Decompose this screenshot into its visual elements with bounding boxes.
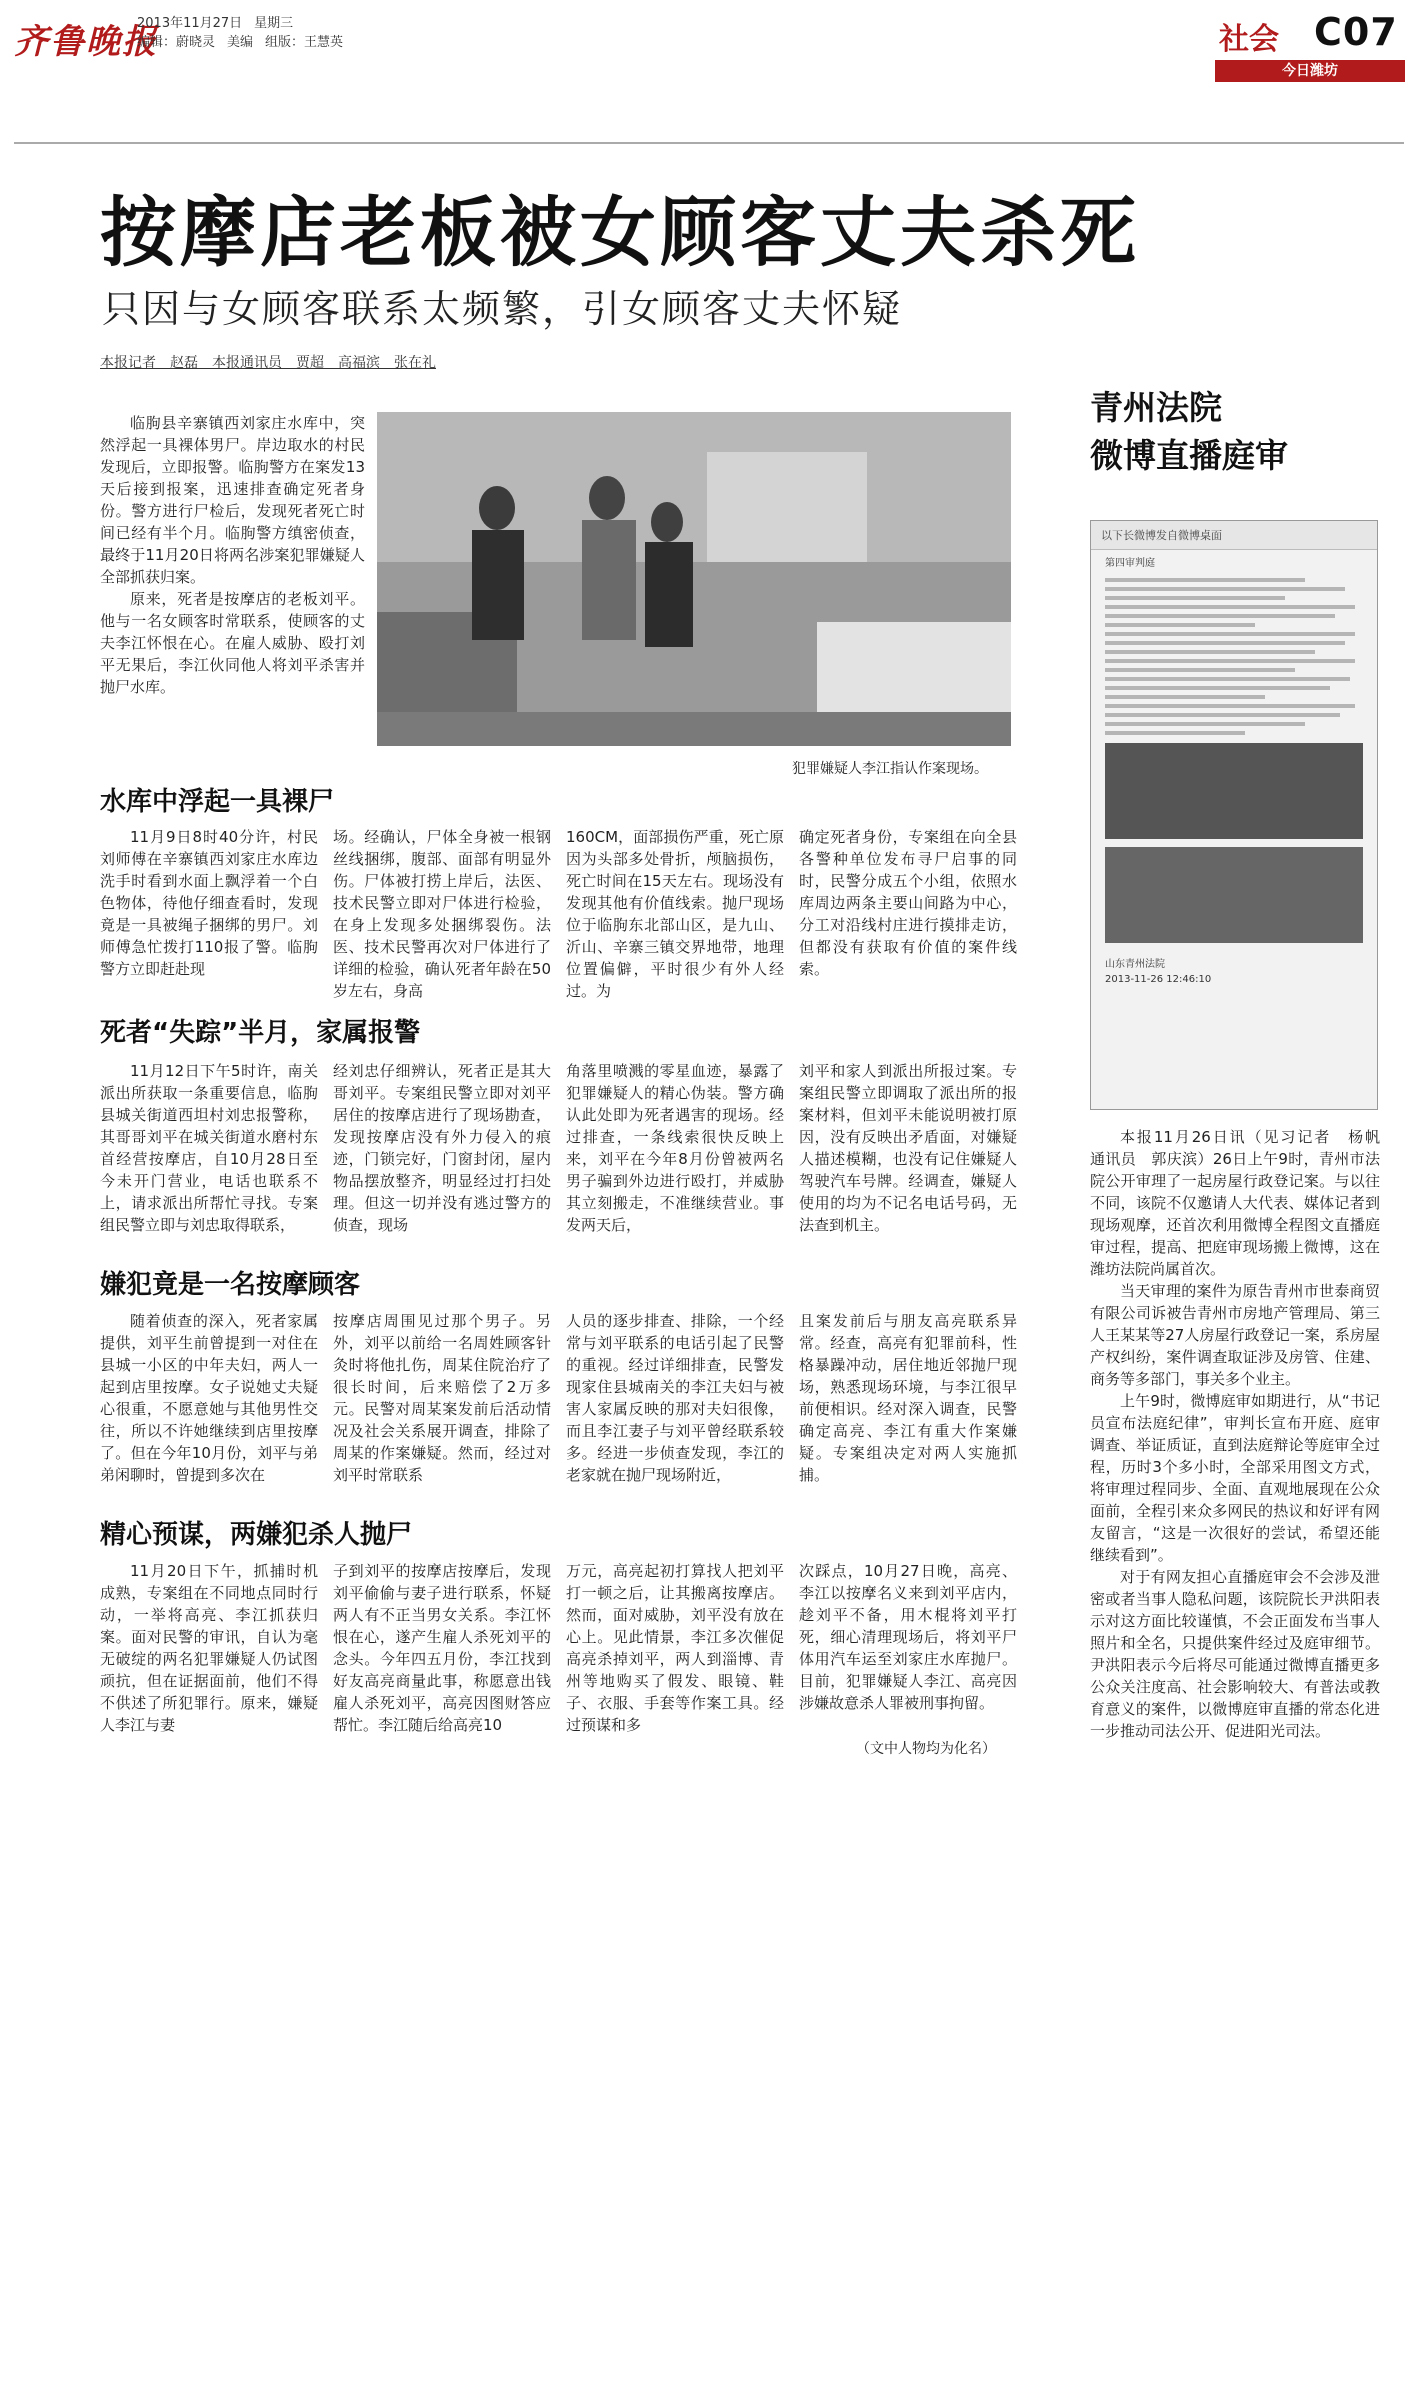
- weibo-account: 山东青州法院: [1105, 959, 1165, 970]
- body-column: 随着侦查的深入，死者家属提供，刘平生前曾提到一对住在县城一小区的中年夫妇，两人一起到店里按摩。女子说她丈夫疑心很重，不愿意她与其他男性交往，所以不许她继续到店里按摩了。但在今年10月份，刘平与弟弟闲聊时，曾提到多次在: [100, 1312, 318, 1484]
- sidebar-paragraph: 本报11月26日讯（见习记者 杨帆 通讯员 郭庆滨）26日上午9时，青州市法院公开审理了一起房屋行政登记案。与以往不同，该院不仅邀请人大代表、媒体记者到现场观摩，还首次利用微博全程图文直播庭审过程，提高、把庭审现场搬上微博，这在潍坊法院尚属首次。: [1090, 1128, 1396, 1278]
- weibo-text-line: [1105, 623, 1255, 627]
- layout-credit: 组版：王慧英: [265, 35, 344, 50]
- body-column: 11月20日下午，抓捕时机成熟，专案组在不同地点同时行动，一举将高亮、李江抓获归案。面对民警的审讯，自认为毫无破绽的两名犯罪嫌疑人仍试图顽抗，但在证据面前，他们不得不供述了所犯罪行。原来，嫌疑人李江与妻: [100, 1562, 318, 1734]
- weibo-text-line: [1105, 578, 1305, 582]
- name-note: （文中人物均为化名）: [856, 1741, 996, 1757]
- weibo-text-line: [1105, 713, 1340, 717]
- weibo-text-line: [1105, 686, 1330, 690]
- weibo-text-line: [1105, 632, 1355, 636]
- section-title: 水库中浮起一具裸尸: [100, 787, 335, 817]
- weibo-text-line: [1105, 596, 1285, 600]
- body-column: 经刘忠仔细辨认，死者正是其大哥刘平。专案组民警立即对刘平居住的按摩店进行了现场勘查，发现按摩店没有外力侵入的痕迹，门锁完好，门窗封闭，屋内物品摆放整齐，明显经过打扫处理。但这一切并没有逃过警方的侦查，现场: [333, 1062, 551, 1234]
- issue-meta: [137, 14, 355, 52]
- body-column: 按摩店周围见过那个男子。另外，刘平以前给一名周姓顾客针灸时将他扎伤，周某住院治疗了很长时间，后来赔偿了2万多元。民警对周某案发前后活动情况及社会关系展开调查，排除了周某的作案嫌疑。然而，经过对刘平时常联系: [333, 1312, 551, 1484]
- art-credit: 美编: [227, 35, 254, 50]
- body-column: 且案发前后与朋友高亮联系异常。经查，高亮有犯罪前科，性格暴躁冲动，居住地近邻抛尸现场，熟悉现场环境，与李江很早前便相识。经对深入调查，民警确定高亮、李江有重大作案嫌疑。专案组决定对两人实施抓捕。: [799, 1312, 1017, 1484]
- courtroom-photo: [1105, 847, 1363, 943]
- sidebar-paragraph: 对于有网友担心直播庭审会不会涉及泄密或者当事人隐私问题，该院院长尹洪阳表示对这方面比较谨慎，不会正面发布当事人照片和全名，只提供案件经过及庭审细节。尹洪阳表示今后将尽可能通过微博直播更多公众关注度高、社会影响较大、有普法或教育意义的案件，以微博庭审直播的常态化进一步推动司法公开、促进阳光司法。: [1090, 1568, 1380, 1740]
- sidebar-paragraph: 当天审理的案件为原告青州市世泰商贸有限公司诉被告青州市房地产管理局、第三人王某某等27人房屋行政登记一案，系房屋产权纠纷，案件调查取证涉及房管、住建、商务等多部门，事关多个业主。: [1090, 1282, 1380, 1388]
- body-column: 确定死者身份，专案组在向全县各警种单位发布寻尸启事的同时，民警分成五个小组，依照水库周边两条主要山间路为中心，分工对沿线村庄进行摸排走访，但都没有获取有价值的案件线索。: [799, 828, 1017, 978]
- editor-credit: 编辑：蔚晓灵: [137, 35, 216, 50]
- weibo-text-line: [1105, 695, 1265, 699]
- crime-scene-photo: [377, 412, 1011, 746]
- section-title: 精心预谋，两嫌犯杀人抛尸: [100, 1520, 413, 1550]
- weibo-text-line: [1105, 731, 1245, 735]
- byline: 本报记者 赵磊 本报通讯员 贾超 高福滨 张在礼: [100, 355, 436, 371]
- weibo-text-line: [1105, 668, 1295, 672]
- section-name: 社会: [1219, 22, 1279, 57]
- weibo-text-line: [1105, 614, 1335, 618]
- lead-text: [100, 412, 365, 698]
- weibo-text-line: [1105, 641, 1345, 645]
- body-column: 刘平和家人到派出所报过案。专案组民警立即调取了派出所的报案材料，但刘平未能说明被打原因，没有反映出矛盾面，对嫌疑人描述模糊，也没有记住嫌疑人驾驶汽车号牌。经调查，嫌疑人使用的均为不记名电话号码，无法查到机主。: [799, 1062, 1017, 1234]
- weibo-screenshot: [1090, 520, 1378, 1110]
- body-column: 角落里喷溅的零星血迹，暴露了犯罪嫌疑人的精心伪装。警方确认此处即为死者遇害的现场。经过排查，一条线索很快反映上来，刘平在今年8月份曾被两名男子骗到外边进行殴打，并威胁其立刻搬走，不准继续营业。事发两天后，: [566, 1062, 784, 1234]
- page-number: C07: [1314, 10, 1398, 54]
- lead-paragraph: 临朐县辛寨镇西刘家庄水库中，突然浮起一具裸体男尸。岸边取水的村民发现后，立即报警。临朐警方在案发13天后接到报案，迅速排查确定死者身份。警方进行尸检后，发现死者死亡时间已经有半个月。临朐警方缜密侦查，最终于11月20日将两名涉案犯罪嫌疑人全部抓获归案。: [100, 414, 365, 586]
- weibo-text-line: [1105, 587, 1345, 591]
- lead-paragraph: 原来，死者是按摩店的老板刘平。他与一名女顾客时常联系，使顾客的丈夫李江怀恨在心。在雇人威胁、殴打刘平无果后，李江伙同他人将刘平杀害并抛尸水库。: [100, 590, 365, 696]
- weibo-text-line: [1105, 704, 1355, 708]
- sidebar-title: [1090, 384, 1288, 480]
- body-column: 子到刘平的按摩店按摩后，发现刘平偷偷与妻子进行联系，怀疑两人有不正当男女关系。李江怀恨在心，遂产生雇人杀死刘平的念头。今年四五月份，李江找到好友高亮商量此事，称愿意出钱雇人杀死刘平，高亮因图财答应帮忙。李江随后给高亮10: [333, 1562, 551, 1734]
- body-column: 160CM，面部损伤严重，死亡原因为头部多处骨折，颅脑损伤，死亡时间在15天左右。现场没有发现其他有价值线索。抛尸现场位于临朐东北部山区，是九山、沂山、辛寨三镇交界地带，地理位置偏僻，平时很少有外人经过。为: [566, 828, 784, 1000]
- subheadline: 只因与女顾客联系太频繁，引女顾客丈夫怀疑: [102, 287, 903, 331]
- edition-label: 今日潍坊: [1282, 63, 1338, 79]
- sidebar-title-line: 青州法院: [1090, 388, 1222, 427]
- sidebar-text: [1090, 1126, 1396, 1742]
- photo-illustration: [377, 412, 1011, 746]
- body-column: 人员的逐步排查、排除，一个经常与刘平联系的电话引起了民警的重视。经过详细排查，民警发现家住县城南关的李江夫妇与被害人家属反映的那对夫妇很像，而且李江妻子与刘平曾经联系较多。经进一步侦查发现，李江的老家就在抛尸现场附近，: [566, 1312, 784, 1484]
- sidebar-paragraph: 上午9时，微博庭审如期进行，从“书记员宣布法庭纪律”，审判长宣布开庭、庭审调查、举证质证，直到法庭辩论等庭审全过程，历时3个多小时，全部采用图文方式，将审理过程同步、全面、直观地展现在公众面前，全程引来众多网民的热议和好评有网友留言，“这是一次很好的尝试，希望还能继续看到”。: [1090, 1392, 1380, 1564]
- headline: 按摩店老板被女顾客丈夫杀死: [100, 188, 1140, 277]
- sidebar-title-line: 微博直播庭审: [1090, 436, 1288, 475]
- issue-date: 2013年11月27日: [137, 16, 243, 31]
- weibo-text-line: [1105, 650, 1315, 654]
- weibo-text-line: [1105, 659, 1355, 663]
- body-column: 11月12日下午5时许，南关派出所获取一条重要信息，临朐县城关街道西坦村刘忠报警称，其哥哥刘平在城关街道水磨村东首经营按摩店，自10月28日至今未开门营业，电话也联系不上，请求派出所帮忙寻找。专案组民警立即与刘忠取得联系，: [100, 1062, 318, 1234]
- section-title: 死者“失踪”半月，家属报警: [100, 1018, 421, 1048]
- weibo-label: 第四审判庭: [1105, 558, 1155, 569]
- body-column: 万元，高亮起初打算找人把刘平打一顿之后，让其搬离按摩店。然而，面对威胁，刘平没有放在心上。见此情景，李江多次催促高亮杀掉刘平，两人到淄博、青州等地购买了假发、眼镜、鞋子、衣服、手套等作案工具。经过预谋和多: [566, 1562, 784, 1734]
- body-column: 次踩点，10月27日晚，高亮、李江以按摩名义来到刘平店内，趁刘平不备，用木棍将刘平打死，细心清理现场后，将刘平尸体用汽车运至刘家庄水库抛尸。目前，犯罪嫌疑人李江、高亮因涉嫌故意杀人罪被刑事拘留。: [799, 1562, 1017, 1712]
- weibo-text-line: [1105, 605, 1355, 609]
- section-title: 嫌犯竟是一名按摩顾客: [100, 1270, 361, 1300]
- issue-weekday: 星期三: [254, 16, 294, 31]
- photo-caption: 犯罪嫌疑人李江指认作案现场。: [792, 761, 988, 777]
- weibo-header: 以下长微博发自微博桌面: [1091, 521, 1377, 550]
- body-column: 场。经确认，尸体全身被一根钢丝线捆绑，腹部、面部有明显外伤。尸体被打捞上岸后，法医、技术民警立即对尸体进行检验，在身上发现多处捆绑裂伤。法医、技术民警再次对尸体进行了详细的检验，确认死者年龄在50岁左右，身高: [333, 828, 551, 1000]
- weibo-timestamp: 2013-11-26 12:46:10: [1105, 974, 1212, 985]
- weibo-text-line: [1105, 722, 1305, 726]
- body-column: 11月9日8时40分许，村民刘师傅在辛寨镇西刘家庄水库边洗手时看到水面上飘浮着一个白色物体，待他仔细查看时，发现竟是一具被绳子捆绑的男尸。刘师傅急忙拨打110报了警。临朐警方立即赶赴现: [100, 828, 318, 978]
- top-rule: [14, 142, 1404, 144]
- weibo-text-line: [1105, 677, 1350, 681]
- courtroom-photo: [1105, 743, 1363, 839]
- newspaper-logo: 齐鲁晚报: [14, 22, 158, 62]
